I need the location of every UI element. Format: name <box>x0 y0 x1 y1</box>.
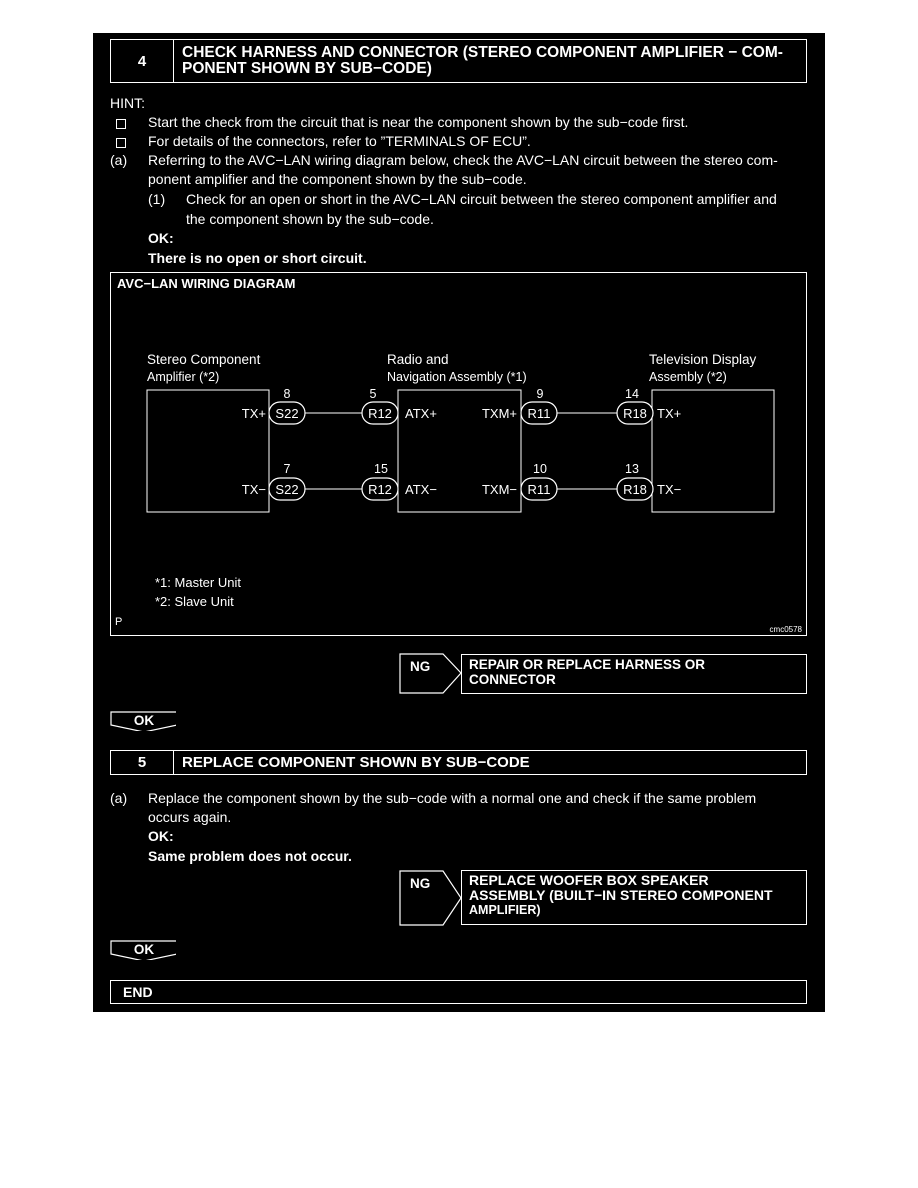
ng-arrow-1 <box>399 653 463 694</box>
step-1-line1: Check for an open or short in the AVC−LAN circuit between the stereo component amplifier and <box>186 191 777 207</box>
mid-unit-name-line2: Navigation Assembly (*1) <box>387 370 527 384</box>
terminal-label: TXM− <box>481 482 517 497</box>
ng-result-1 <box>461 654 807 694</box>
ng-label-2: NG <box>410 876 431 891</box>
hint-item-2: For details of the connectors, refer to ”TERMINALS OF ECU”. <box>148 133 531 149</box>
ng-label-1: NG <box>410 659 431 674</box>
corner-letter: P <box>115 616 123 628</box>
connector-label: R18 <box>623 406 647 421</box>
ng-result-2 <box>461 870 807 925</box>
terminal-label: TX+ <box>657 406 682 421</box>
ok-criteria-label: OK: <box>148 230 174 246</box>
ok-button-1 <box>110 711 176 731</box>
connector-label: R11 <box>527 482 551 497</box>
note-slave-unit: *2: Slave Unit <box>155 594 234 609</box>
ok-label-1: OK <box>133 713 155 728</box>
ng-arrow-2 <box>399 870 463 926</box>
ng-result-1-line1: REPAIR OR REPLACE HARNESS OR <box>469 657 706 672</box>
right-unit-name-line2: Assembly (*2) <box>649 370 727 384</box>
right-unit-name-line1: Television Display <box>649 352 757 367</box>
checkbox-icon <box>116 138 126 148</box>
mid-unit-name-line1: Radio and <box>387 352 449 367</box>
step-4-title-line2: PONENT SHOWN BY SUB−CODE) <box>182 60 432 77</box>
step-1-marker: (1) <box>148 191 166 207</box>
hint-item-1: Start the check from the circuit that is near the component shown by the sub−code first. <box>148 114 689 130</box>
connector-label: R12 <box>368 406 392 421</box>
connector-label: S22 <box>275 482 299 497</box>
pin-number: 15 <box>374 462 388 476</box>
pin-number: 5 <box>369 387 377 401</box>
connector-label: R11 <box>527 406 551 421</box>
terminal-label: ATX+ <box>405 406 437 421</box>
checkbox-icon <box>116 119 126 129</box>
terminal-label: TX− <box>657 482 682 497</box>
wiring-diagram <box>111 273 806 635</box>
terminal-label: TX− <box>241 482 266 497</box>
hint-label: HINT: <box>110 95 145 111</box>
step-5-number: 5 <box>111 751 174 774</box>
left-unit-name-line1: Stereo Component <box>147 352 261 367</box>
step-5-title: REPLACE COMPONENT SHOWN BY SUB−CODE <box>182 753 530 771</box>
ok-button-2 <box>110 940 176 960</box>
end-label: END <box>123 984 153 1000</box>
pin-number: 13 <box>625 462 639 476</box>
end-box <box>110 980 807 1004</box>
ng-result-2-line3: AMPLIFIER) <box>469 903 541 917</box>
step-a-line2: ponent amplifier and the component shown by the sub−code. <box>148 171 527 187</box>
step-5-ok-text: Same problem does not occur. <box>148 848 352 864</box>
diagram-title: AVC−LAN WIRING DIAGRAM <box>117 276 296 291</box>
ng-result-2-line2: ASSEMBLY (BUILT−IN STEREO COMPONENT <box>469 887 773 903</box>
pin-number: 14 <box>625 387 639 401</box>
step-4-header <box>110 39 807 83</box>
connector-label: R18 <box>623 482 647 497</box>
pin-number: 10 <box>533 462 547 476</box>
step-4-number: 4 <box>111 40 174 82</box>
step-5-header <box>110 750 807 775</box>
wiring-diagram-frame <box>110 272 807 636</box>
step-5-line2: occurs again. <box>148 809 232 825</box>
step-5-ok-label: OK: <box>148 828 174 844</box>
ok-label-2: OK <box>133 942 155 957</box>
ng-result-1-line2: CONNECTOR <box>469 672 556 687</box>
note-master-unit: *1: Master Unit <box>155 575 241 590</box>
step-5-a-marker: (a) <box>110 790 128 806</box>
pin-number: 7 <box>283 462 291 476</box>
terminal-label: TX+ <box>241 406 266 421</box>
step-5-line1: Replace the component shown by the sub−code with a normal one and check if the same problem <box>148 790 757 806</box>
pin-number: 9 <box>536 387 544 401</box>
left-unit-name-line2: Amplifier (*2) <box>147 370 220 384</box>
terminal-label: TXM+ <box>481 406 517 421</box>
terminal-label: ATX− <box>405 482 437 497</box>
step-4-title <box>182 40 802 82</box>
step-a-line1: Referring to the AVC−LAN wiring diagram below, check the AVC−LAN circuit between the stereo com- <box>148 152 778 168</box>
step-a-marker: (a) <box>110 152 128 168</box>
connector-label: S22 <box>275 406 299 421</box>
repair-procedure-page <box>93 33 825 1012</box>
pin-number: 8 <box>283 387 291 401</box>
ng-result-2-line1: REPLACE WOOFER BOX SPEAKER <box>469 872 709 888</box>
figure-code: cmc0578 <box>769 625 802 634</box>
connector-label: R12 <box>368 482 392 497</box>
step-1-line2: the component shown by the sub−code. <box>186 211 434 227</box>
step-4-title-line1: CHECK HARNESS AND CONNECTOR (STEREO COMPONENT AMPLIFIER − COM- <box>182 44 783 61</box>
ok-criteria-text: There is no open or short circuit. <box>148 250 367 266</box>
